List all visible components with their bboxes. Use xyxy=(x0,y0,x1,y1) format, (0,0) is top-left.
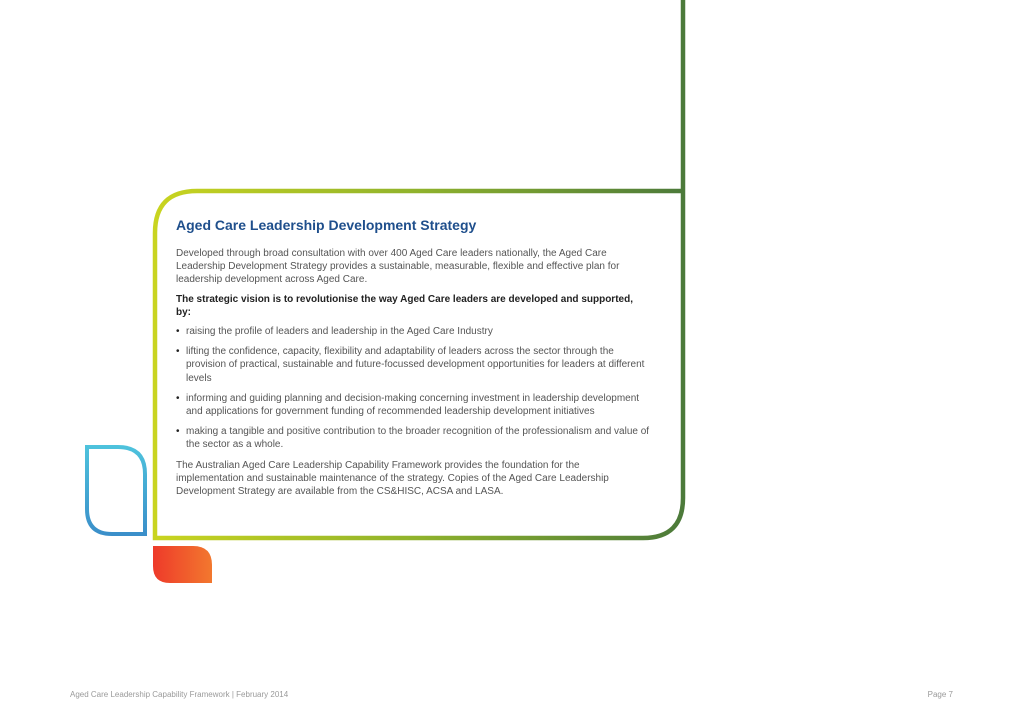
bullet-icon: • xyxy=(176,346,180,358)
list-item-text: lifting the confidence, capacity, flexibility and adaptability of leaders across the sector through the provision of practical, sustainable and future-focussed development opportunities for leaders at different levels xyxy=(186,346,645,384)
bullet-icon: • xyxy=(176,326,180,338)
list-item xyxy=(176,345,650,385)
list-item-text: raising the profile of leaders and leadership in the Aged Care Industry xyxy=(186,326,493,338)
closing-paragraph: The Australian Aged Care Leadership Capability Framework provides the foundation for the implementation and sustainable maintenance of the strategy. Copies of the Aged Care Leadership Development Strategy are available from the CS&HISC, ACSA and LASA. xyxy=(176,459,609,498)
list-item-text: informing and guiding planning and decision-making concerning investment in leadership development and applications for government funding of recommended leadership development initiatives xyxy=(186,392,640,418)
list-item xyxy=(176,392,650,418)
list-item-text: making a tangible and positive contribution to the broader recognition of the professionalism and value of the sector as a whole. xyxy=(186,426,650,451)
bullet-icon: • xyxy=(176,392,180,404)
strategy-section xyxy=(176,216,650,504)
footer-page-number: Page 7 xyxy=(927,690,953,699)
footer-document-title: Aged Care Leadership Capability Framework | February 2014 xyxy=(70,690,289,699)
list-item xyxy=(176,425,650,451)
list-item xyxy=(176,325,650,338)
blue-accent-shape xyxy=(87,447,145,534)
vision-bullet-list xyxy=(176,325,650,452)
section-title: Aged Care Leadership Development Strategy xyxy=(176,217,477,233)
orange-accent-block xyxy=(153,546,212,583)
vision-statement: The strategic vision is to revolutionise the way Aged Care leaders are developed and supported, by: xyxy=(176,293,633,318)
intro-paragraph: Developed through broad consultation with over 400 Aged Care leaders nationally, the Aged Care Leadership Development Strategy provides a sustainable, measurable, flexible and effective plan for leadership development across Aged Care. xyxy=(176,248,620,286)
bullet-icon: • xyxy=(176,426,180,438)
